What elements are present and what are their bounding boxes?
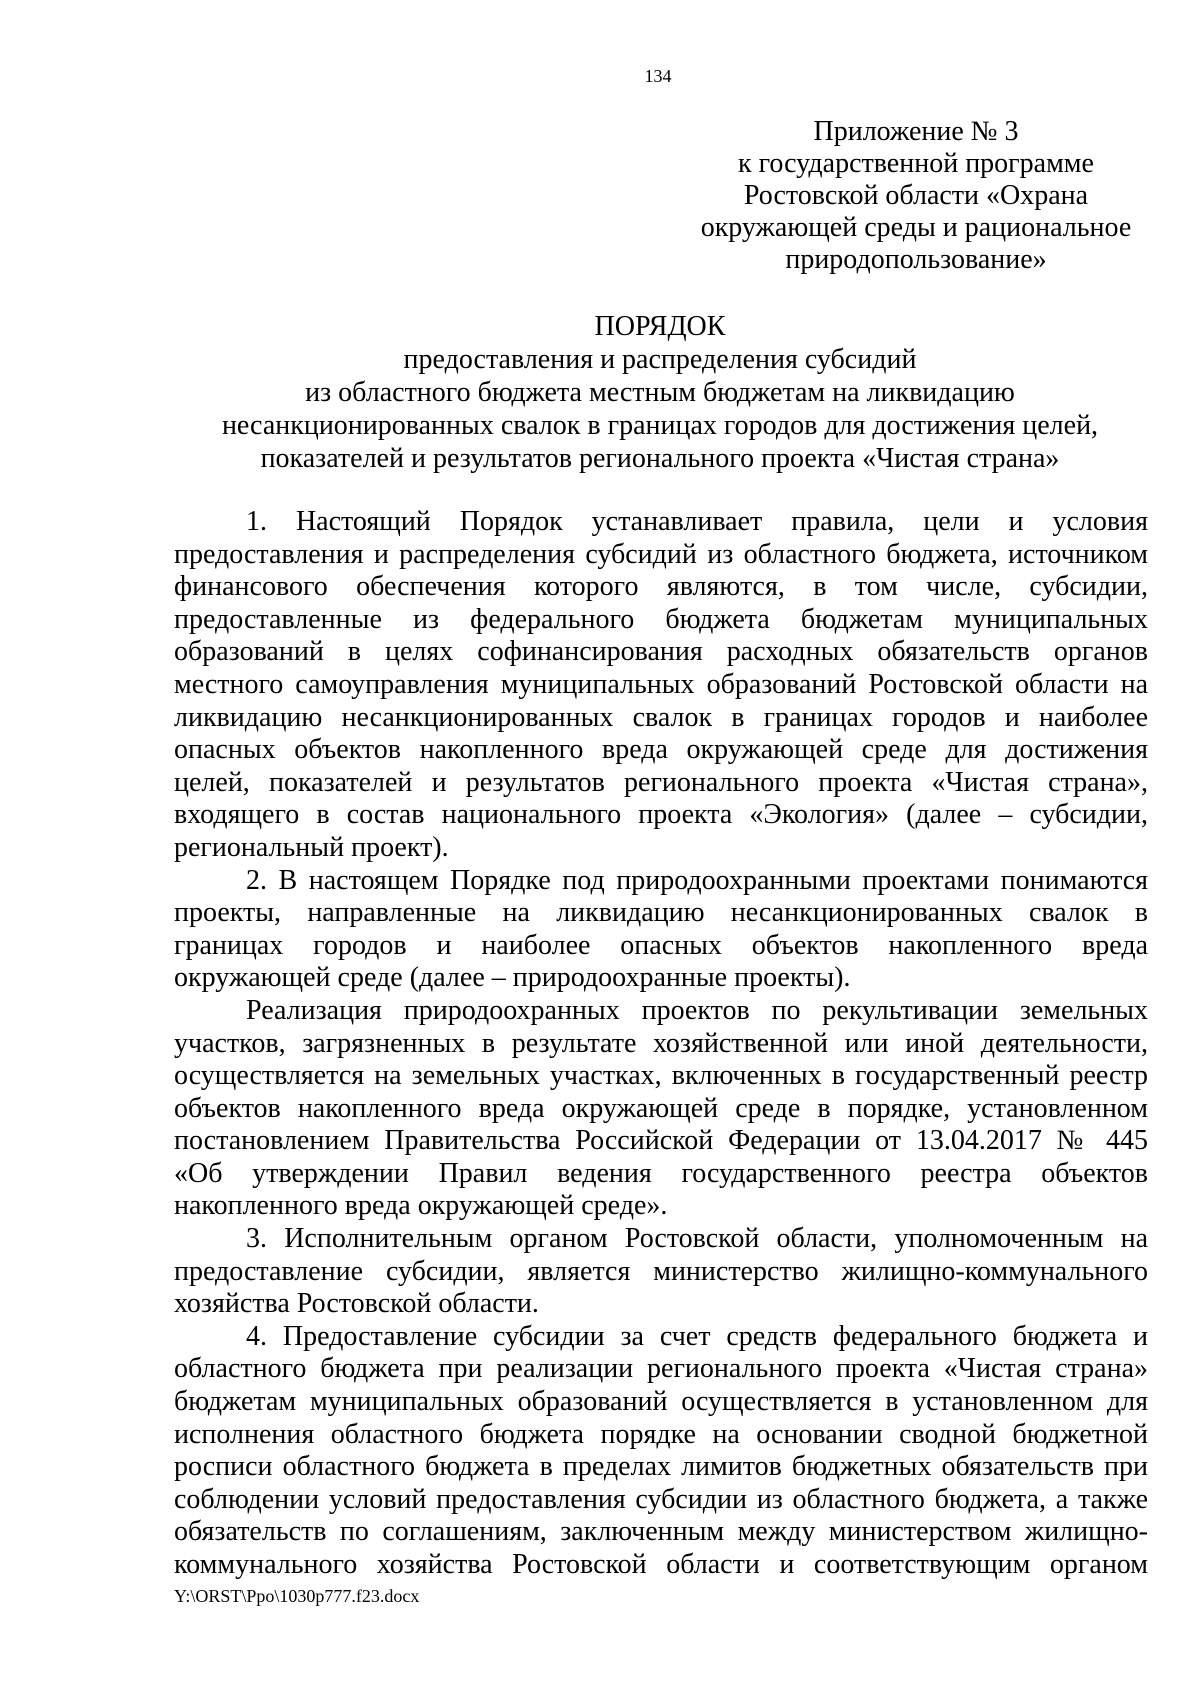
body-line: окружающей среде (далее – природоохранные проекты). xyxy=(174,962,851,994)
document-title xyxy=(174,310,1146,475)
body-line: образований в целях софинансирования расходных обязательств органов xyxy=(174,636,1148,668)
body-line: предоставленные из федерального бюджета бюджетам муниципальных xyxy=(174,603,1148,635)
body-line: осуществляется на земельных участках, включенных в государственный реестр xyxy=(174,1060,1148,1092)
body-line: ликвидацию несанкционированных свалок в границах городов и наиболее xyxy=(174,701,1148,733)
appendix-line: Приложение № 3 xyxy=(813,116,1019,147)
body-line: местного самоуправления муниципальных образований Ростовской области на xyxy=(174,668,1148,700)
appendix-line: природопользование» xyxy=(785,244,1047,275)
body-line: исполнения областного бюджета порядке на основании сводной бюджетной xyxy=(174,1418,1148,1450)
body-line: целей, показателей и результатов регионального проекта «Чистая страна», xyxy=(174,766,1148,798)
body-line: 2. В настоящем Порядке под природоохранными проектами понимаются xyxy=(246,864,1148,896)
appendix-line: к государственной программе xyxy=(738,148,1094,179)
body-text xyxy=(174,506,1148,1582)
title-line: из областного бюджета местным бюджетам на ликвидацию xyxy=(305,377,1015,408)
appendix-line: Ростовской области «Охрана xyxy=(743,180,1089,211)
body-line: областного бюджета при реализации регионального проекта «Чистая страна» xyxy=(174,1353,1148,1385)
body-line: накопленного вреда окружающей среде». xyxy=(174,1190,668,1222)
footer-file-path: Y:\ORST\Ppo\1030p777.f23.docx xyxy=(174,1586,420,1606)
title-line: несанкционированных свалок в границах городов для достижения целей, xyxy=(221,410,1099,441)
body-line: бюджетам муниципальных образований осуществляется в установленном для xyxy=(174,1386,1148,1418)
body-line: объектов накопленного вреда окружающей среде в порядке, установленном xyxy=(174,1092,1148,1124)
title-line: предоставления и распределения субсидий xyxy=(403,344,917,375)
body-line: коммунального хозяйства Ростовской области и соответствующим органом xyxy=(174,1549,1148,1580)
body-line: «Об утверждении Правил ведения государственного реестра объектов xyxy=(174,1157,1148,1189)
body-line: постановлением Правительства Российской Федерации от 13.04.2017 № 445 xyxy=(174,1125,1148,1157)
body-line: участков, загрязненных в результате хозяйственной или иной деятельности, xyxy=(174,1027,1148,1059)
body-line: 4. Предоставление субсидии за счет средств федерального бюджета и xyxy=(246,1320,1148,1352)
body-line: хозяйства Ростовской области. xyxy=(174,1288,539,1320)
body-line: 3. Исполнительным органом Ростовской области, уполномоченным на xyxy=(246,1223,1148,1255)
body-line: соблюдении условий предоставления субсидии из областного бюджета, а также xyxy=(174,1483,1148,1515)
body-line: опасных объектов накопленного вреда окружающей среде для достижения xyxy=(174,734,1148,766)
body-line: проекты, направленные на ликвидацию несанкционированных свалок в xyxy=(174,897,1148,929)
body-line: предоставления и распределения субсидий из областного бюджета, источником xyxy=(174,538,1148,570)
body-line: предоставление субсидии, является министерство жилищно-коммунального xyxy=(174,1255,1148,1287)
appendix-line: окружающей среды и рациональное xyxy=(700,212,1132,243)
body-line: обязательств по соглашениям, заключенным между министерством жилищно- xyxy=(174,1516,1148,1548)
body-line: региональный проект). xyxy=(174,831,449,863)
body-line: Реализация природоохранных проектов по рекультивации земельных xyxy=(246,994,1148,1026)
body-line: 1. Настоящий Порядок устанавливает правила, цели и условия xyxy=(246,506,1148,537)
title-line: показателей и результатов регионального проекта «Чистая страна» xyxy=(260,443,1060,474)
appendix-header xyxy=(660,116,1172,276)
body-line: границах городов и наиболее опасных объектов накопленного вреда xyxy=(174,929,1148,961)
page-number: 134 xyxy=(644,66,672,86)
title-main: ПОРЯДОК xyxy=(594,311,726,342)
body-line: росписи областного бюджета в пределах лимитов бюджетных обязательств при xyxy=(174,1451,1148,1483)
body-line: финансового обеспечения которого являются, в том числе, субсидии, xyxy=(174,571,1148,603)
body-line: входящего в состав национального проекта «Экология» (далее – субсидии, xyxy=(174,799,1148,831)
